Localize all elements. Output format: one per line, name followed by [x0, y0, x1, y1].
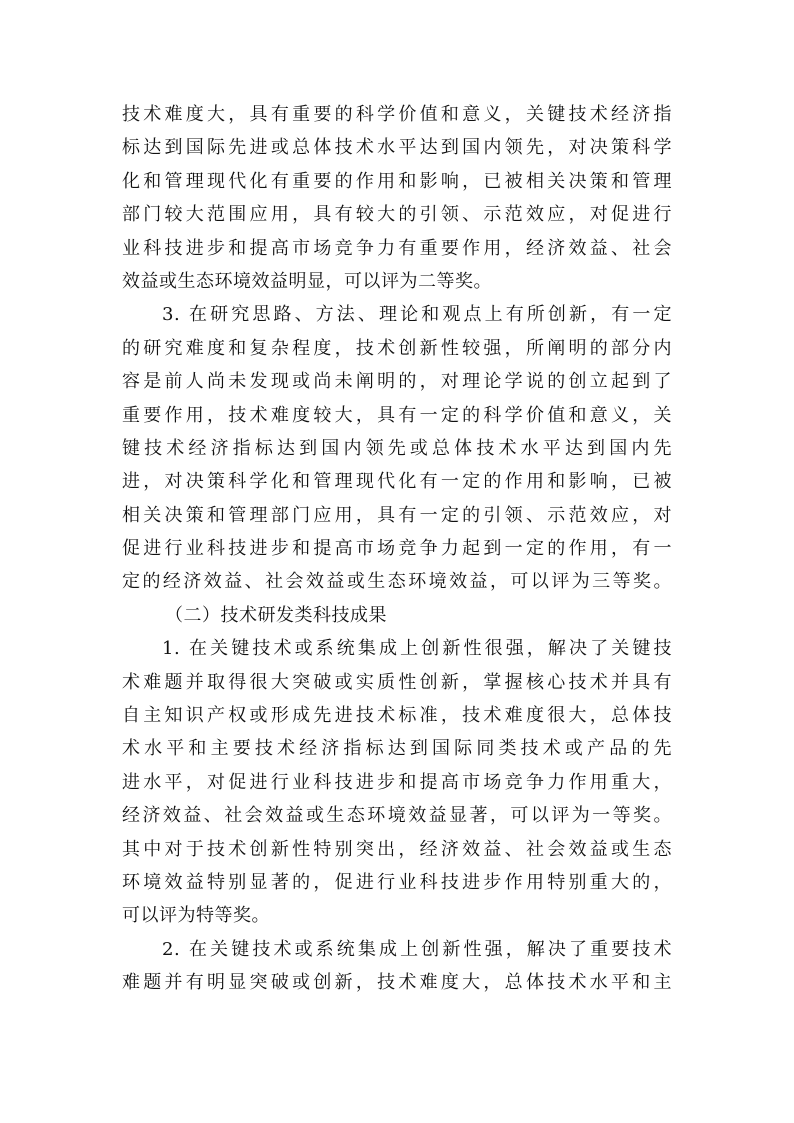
text-line: 3. 在研究思路、方法、理论和观点上有所创新，有一定	[162, 304, 672, 326]
text-line: 相关决策和管理部门应用，具有一定的引领、示范效应，对	[122, 504, 672, 526]
text-line: 技术难度大，具有重要的科学价值和意义，关键技术经济指	[122, 104, 672, 125]
text-line: 效益或生态环境效益明显，可以评为二等奖。	[122, 270, 492, 292]
text-line: 容是前人尚未发现或尚未阐明的，对理论学说的创立起到了	[122, 371, 672, 393]
text-line: 促进行业科技进步和提高市场竞争力起到一定的作用，有一	[122, 538, 672, 560]
document-page	[122, 98, 672, 1000]
text-line: 进，对决策科学化和管理现代化有一定的作用和影响，已被	[122, 471, 672, 493]
text-line: 环境效益特别显著的，促进行业科技进步作用特别重大的，	[122, 871, 672, 893]
text-line: 业科技进步和提高市场竞争力有重要作用，经济效益、社会	[122, 237, 672, 259]
text-line: 重要作用，技术难度较大，具有一定的科学价值和意义，关	[122, 404, 672, 426]
text-line: 可以评为特等奖。	[122, 905, 270, 927]
text-line: 定的经济效益、社会效益或生态环境效益，可以评为三等奖。	[122, 571, 672, 593]
text-line: 的研究难度和复杂程度，技术创新性较强，所阐明的部分内	[122, 337, 672, 359]
text-line: 难题并有明显突破或创新，技术难度大，总体技术水平和主	[122, 972, 672, 994]
text-line: 自主知识产权或形成先进技术标准，技术难度很大，总体技	[122, 705, 672, 727]
paragraph-tech-rd-first-prize	[122, 632, 672, 933]
text-line: 其中对于技术创新性特别突出，经济效益、社会效益或生态	[122, 838, 672, 860]
paragraph-tech-rd-second-prize	[122, 933, 672, 1000]
paragraph-third-prize	[122, 298, 672, 599]
text-line: 1. 在关键技术或系统集成上创新性很强，解决了关键技	[162, 638, 672, 660]
text-line: 进水平，对促进行业科技进步和提高市场竞争力作用重大，	[122, 771, 672, 793]
text-line: 术难题并取得很大突破或实质性创新，掌握核心技术并具有	[122, 671, 672, 693]
text-line: 2. 在关键技术或系统集成上创新性强，解决了重要技术	[162, 938, 672, 960]
text-line: 标达到国际先进或总体技术水平达到国内领先，对决策科学	[122, 137, 672, 159]
text-line: 术水平和主要技术经济指标达到国际同类技术或产品的先	[122, 738, 672, 760]
text-line: 键技术经济指标达到国内领先或总体技术水平达到国内先	[122, 437, 672, 459]
text-line: 经济效益、社会效益或生态环境效益显著，可以评为一等奖。	[122, 805, 672, 827]
section-heading: （二）技术研发类科技成果	[165, 604, 387, 626]
text-line: 化和管理现代化有重要的作用和影响，已被相关决策和管理	[122, 170, 672, 192]
text-line: 部门较大范围应用，具有较大的引领、示范效应，对促进行	[122, 204, 672, 226]
paragraph-second-prize-continued	[122, 98, 672, 298]
